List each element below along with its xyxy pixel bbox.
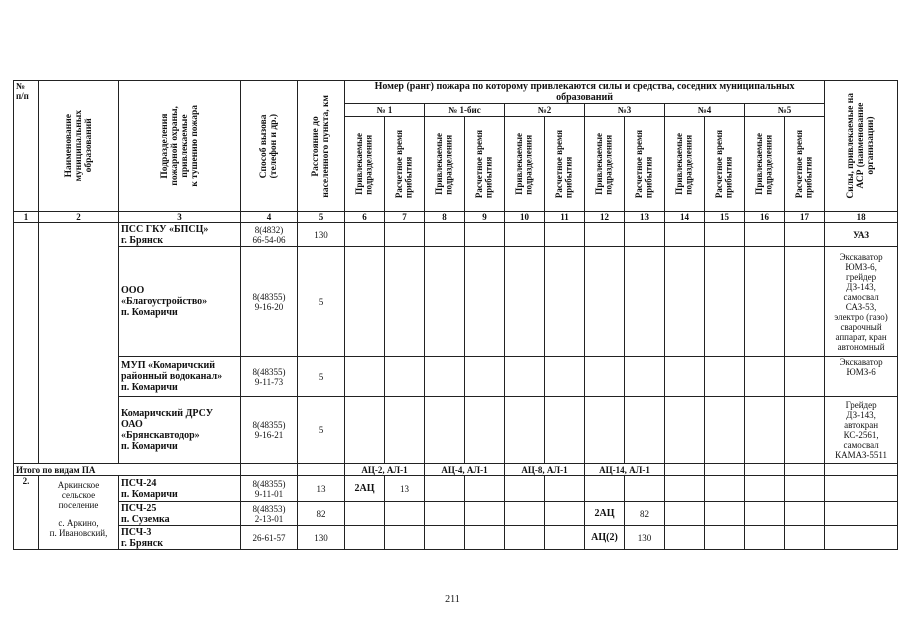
sub-header-cell (705, 117, 745, 212)
rank-1-units: 2АЦ (345, 476, 385, 502)
rank-1-time: 13 (385, 476, 425, 502)
sub-header-cell (345, 117, 385, 212)
rank-1-header: № 1 (345, 104, 425, 117)
col-number: 7 (385, 212, 425, 223)
unit-name: ПСС ГКУ «БПСЦ» г. Брянск (119, 223, 241, 247)
sub-header-units: Привлекаемые подразделения (514, 133, 534, 195)
unit-name: МУП «Комаричский районный водоканал» п. Комаричи (119, 357, 241, 397)
sub-header-units: Привлекаемые подразделения (674, 133, 694, 195)
sub-header-time: Расчетное время прибытия (394, 129, 414, 199)
totals-rank-1bis: АЦ-4, АЛ-1 (425, 464, 505, 476)
asr-resources: Экскаватор ЮМЗ-6, грейдер ДЗ-143, самосвал САЗ-53, электро (газо) сварочный аппарат, кран автономный (825, 247, 898, 357)
distance: 5 (298, 247, 345, 357)
table-row (14, 223, 898, 247)
sub-header-cell (425, 117, 465, 212)
rank-3-time: 130 (625, 526, 665, 550)
header-distance: Расстояние до населенного пункта, км (311, 94, 331, 198)
empty-cell (39, 223, 119, 464)
distance: 82 (298, 502, 345, 526)
col-number: 5 (298, 212, 345, 223)
sub-header-units: Привлекаемые подразделения (354, 133, 374, 195)
header-municipality-cell (39, 81, 119, 212)
sub-header-cell (585, 117, 625, 212)
sub-header-time: Расчетное время прибытия (634, 129, 654, 199)
distance: 5 (298, 397, 345, 464)
distance: 130 (298, 223, 345, 247)
asr-resources: Экскаватор ЮМЗ-6 (825, 357, 898, 397)
col-number: 3 (119, 212, 241, 223)
rank-3-units: 2АЦ (585, 502, 625, 526)
empty-cell (14, 223, 39, 464)
col-number: 11 (545, 212, 585, 223)
col-number: 14 (665, 212, 705, 223)
table-row (14, 247, 898, 357)
table-row (14, 502, 898, 526)
rank-2-header: №2 (505, 104, 585, 117)
totals-label: Итого по видам ПА (14, 464, 241, 476)
header-call-method-cell (241, 81, 298, 212)
totals-row (14, 464, 898, 476)
sub-header-time: Расчетное время прибытия (474, 129, 494, 199)
group2-number: 2. (14, 476, 39, 550)
rank-3-units: АЦ(2) (585, 526, 625, 550)
sub-header-cell (385, 117, 425, 212)
rank-5-header: №5 (745, 104, 825, 117)
group2-municipality-top: Аркинское сельское поселение (57, 480, 100, 510)
header-no: № п/п (14, 81, 39, 212)
rank-1bis-header: № 1-бис (425, 104, 505, 117)
phone: 8(48355) 9-16-21 (241, 397, 298, 464)
sub-header-time: Расчетное время прибытия (714, 129, 734, 199)
asr-resources: Грейдер ДЗ-143, автокран КС-2561, самосвал КАМАЗ-5511 (825, 397, 898, 464)
phone: 8(4832) 66-54-06 (241, 223, 298, 247)
group2-municipality-bottom: с. Аркино, п. Ивановский, (49, 518, 108, 538)
sub-header-cell (545, 117, 585, 212)
sub-header-units: Привлекаемые подразделения (754, 133, 774, 195)
header-distance-cell (298, 81, 345, 212)
phone: 8(48355) 9-16-20 (241, 247, 298, 357)
sub-header-cell (665, 117, 705, 212)
distance: 13 (298, 476, 345, 502)
totals-rank-2: АЦ-8, АЛ-1 (505, 464, 585, 476)
col-number: 17 (785, 212, 825, 223)
col-number: 6 (345, 212, 385, 223)
sub-header-time: Расчетное время прибытия (794, 129, 814, 199)
sub-header-units: Привлекаемые подразделения (594, 133, 614, 195)
header-units: Подразделения пожарной охраны, привлекаемые к тушению пожара (159, 105, 200, 187)
col-number: 10 (505, 212, 545, 223)
totals-rank-1: АЦ-2, АЛ-1 (345, 464, 425, 476)
page-number: 211 (445, 594, 460, 605)
table-row (14, 357, 898, 397)
unit-name: ООО «Благоустройство» п. Комаричи (119, 247, 241, 357)
distance: 130 (298, 526, 345, 550)
col-number: 12 (585, 212, 625, 223)
distance: 5 (298, 357, 345, 397)
sub-header-cell (745, 117, 785, 212)
unit-name: ПСЧ-25 п. Суземка (119, 502, 241, 526)
totals-rank-3: АЦ-14, АЛ-1 (585, 464, 665, 476)
sub-header-cell (785, 117, 825, 212)
phone: 8(48353) 2-13-01 (241, 502, 298, 526)
col-number: 13 (625, 212, 665, 223)
col-number: 15 (705, 212, 745, 223)
header-asr: Силы, привлекаемые на АСР (наименование организации) (846, 93, 877, 199)
header-call-method: Способ вызова (телефон и др.) (259, 113, 279, 179)
col-number: 8 (425, 212, 465, 223)
rank-3-header: №3 (585, 104, 665, 117)
unit-name: Комаричский ДРСУ ОАО «Брянскавтодор» п. Комаричи (119, 397, 241, 464)
sub-header-cell (505, 117, 545, 212)
sub-header-cell (465, 117, 505, 212)
fire-forces-table (13, 80, 898, 550)
col-number: 1 (14, 212, 39, 223)
phone: 8(48355) 9-11-73 (241, 357, 298, 397)
col-number: 16 (745, 212, 785, 223)
sub-header-units: Привлекаемые подразделения (434, 133, 454, 195)
header-units-cell (119, 81, 241, 212)
asr-resources: УАЗ (825, 223, 898, 247)
rank-4-header: №4 (665, 104, 745, 117)
sub-header-cell (625, 117, 665, 212)
table-row (14, 526, 898, 550)
sub-header-time: Расчетное время прибытия (554, 129, 574, 199)
header-municipality: Наименование муниципальных образований (63, 110, 94, 182)
col-number: 18 (825, 212, 898, 223)
col-number: 2 (39, 212, 119, 223)
col-number: 4 (241, 212, 298, 223)
group2-municipality-cell (39, 476, 119, 550)
col-number: 9 (465, 212, 505, 223)
table-row (14, 476, 898, 502)
phone: 8(48355) 9-11-01 (241, 476, 298, 502)
unit-name: ПСЧ-24 п. Комаричи (119, 476, 241, 502)
unit-name: ПСЧ-3 г. Брянск (119, 526, 241, 550)
phone: 26-61-57 (241, 526, 298, 550)
rank-3-time: 82 (625, 502, 665, 526)
header-asr-cell (825, 81, 898, 212)
header-rank-group: Номер (ранг) пожара по которому привлекаются силы и средства, соседних муниципальных образований (345, 81, 825, 104)
table-row (14, 397, 898, 464)
